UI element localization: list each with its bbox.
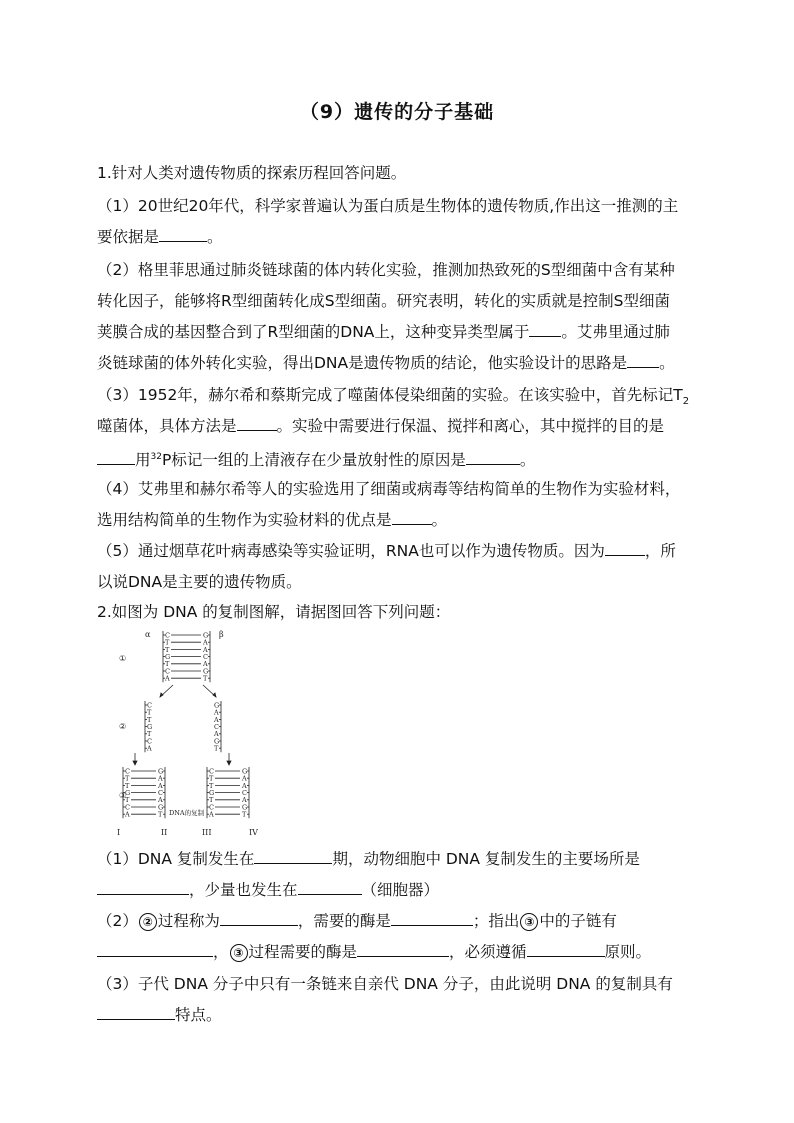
beta-label: β [219, 630, 224, 639]
answer-blank[interactable] [605, 541, 645, 556]
answer-blank[interactable] [254, 849, 332, 864]
answer-blank[interactable] [529, 322, 561, 337]
separated-right-strand-base: A [214, 715, 219, 724]
daughter-dna-2-left-base: C [209, 767, 214, 776]
daughter-dna-1-right-base: T [158, 810, 163, 819]
q2-s2-line1: （2） ② 过程称为 ，需要的酶是 ；指出 ③ 中的子链有 [97, 912, 617, 930]
q1-p3-line1: （3）1952年，赫尔希和蔡斯完成了噬菌体侵染细菌的实验。在该实验中，首先标记$T_2$ [97, 386, 690, 408]
answer-blank[interactable] [97, 450, 135, 465]
daughter-dna-2-right-base: T [242, 810, 247, 819]
dna-copy-caption: DNA的复制 [169, 809, 205, 817]
parent-dna-left-base: G [165, 653, 171, 661]
daughter-dna-1-left-base: G [125, 789, 131, 797]
parent-dna-right-base: T [203, 674, 208, 683]
daughter-dna-2-left-base: A [209, 810, 214, 819]
daughter-dna-1-left-base: T [125, 781, 130, 790]
parent-dna-right-base: A [203, 645, 208, 654]
answer-blank[interactable] [97, 942, 213, 957]
daughter-dna-2-left-base: T [209, 796, 214, 805]
step-label-1: ① [119, 654, 127, 663]
daughter-dna-1-left-base: T [125, 796, 130, 805]
arrow-left-head [160, 693, 163, 697]
step-label-3: ③ [119, 791, 127, 800]
daughter-dna-2-left-base: T [209, 774, 214, 783]
separated-right-strand-base: A [214, 730, 219, 739]
separated-left-strand-base: T [147, 730, 152, 739]
daughter-dna-2-right-base: A [242, 774, 247, 783]
daughter-dna-2-right-base: A [242, 781, 247, 790]
daughter-dna-1-left-base: A [125, 810, 130, 819]
page-title: （9）遗传的分子基础 [299, 101, 495, 123]
parent-dna-right-base: C [203, 653, 208, 661]
circled-two: ② [139, 913, 157, 931]
daughter-dna-2-right-base: G [242, 803, 248, 812]
q1-p5-line2: 以说DNA是主要的遗传物质。 [97, 573, 302, 591]
arrow-right-head [213, 693, 216, 697]
parent-dna-left-base: T [165, 638, 170, 647]
daughter-dna-2-right-base: A [242, 796, 247, 805]
daughter-dna-1-right-base: G [158, 767, 164, 776]
q1-p4-line2: 选用结构简单的生物作为实验材料的优点是 。 [97, 511, 448, 529]
roman-4: IV [249, 828, 258, 837]
q1-p5-line1: （5）通过烟草花叶病毒感染等实验证明，RNA也可以作为遗传物质。因为 ，所 [97, 542, 676, 560]
roman-2: II [161, 828, 168, 837]
q2-s3-line1: （3）子代 DNA 分子中只有一条链来自亲代 DNA 分子，由此说明 DNA 的复制具有 [97, 975, 673, 993]
q1-p2-line3: 荚膜合成的基因整合到了R型细菌的DNA上，这种变异类型属于 。艾弗里通过肺 [97, 323, 670, 341]
q1-p4-line1: （4）艾弗里和赫尔希等人的实验选用了细菌或病毒等结构简单的生物作为实验材料， [97, 480, 681, 498]
daughter-dna-2-left-base: C [209, 803, 214, 812]
separated-left-strand-base: T [147, 708, 152, 717]
arrow-down-right-head [227, 761, 231, 765]
separated-left-strand-base: G [147, 723, 153, 731]
daughter-dna-1-left-base: C [125, 767, 130, 776]
answer-blank[interactable] [97, 1005, 175, 1020]
q1-p2-line2: 转化因子，能够将R型细菌转化成S型细菌。研究表明，转化的实质就是控制S型细菌 [97, 292, 670, 310]
daughter-dna-1-left-base: T [125, 774, 130, 783]
daughter-dna-1-right-base: C [158, 789, 163, 797]
q2-intro: 2.如图为 DNA 的复制图解，请据图回答下列问题： [97, 603, 451, 621]
q1-p1-line2: 要依据是 。 [97, 228, 223, 246]
answer-blank[interactable] [298, 880, 362, 895]
separated-left-strand-base: C [147, 701, 152, 710]
answer-blank[interactable] [159, 227, 207, 242]
separated-right-strand-base: A [214, 708, 219, 717]
answer-blank[interactable] [237, 416, 277, 431]
alpha-label: α [145, 630, 151, 639]
separated-left-strand-base: A [147, 744, 152, 753]
circled-three: ③ [230, 944, 248, 962]
separated-right-strand-base: G [214, 701, 220, 710]
q1-p1-line1: （1）20世纪20年代，科学家普遍认为蛋白质是生物体的遗传物质,作出这一推测的主 [97, 197, 679, 215]
parent-dna-right-base: G [203, 631, 209, 640]
q2-s1-line1: （1）DNA 复制发生在 期，动物细胞中 DNA 复制发生的主要场所是 [97, 850, 640, 868]
daughter-dna-2-right-base: G [242, 767, 248, 776]
daughter-dna-2-left-base: T [209, 781, 214, 790]
parent-dna-left-base: T [165, 660, 170, 669]
answer-blank[interactable] [466, 450, 520, 465]
separated-right-strand-base: T [214, 744, 219, 753]
daughter-dna-1-right-base: A [158, 774, 163, 783]
parent-dna-left-base: T [165, 645, 170, 654]
parent-dna-left-base: C [165, 631, 170, 640]
roman-3: III [202, 828, 212, 837]
dna-replication-diagram [115, 625, 275, 840]
q1-p2-line1: （2）格里菲思通过肺炎链球菌的体内转化实验，推测加热致死的S型细菌中含有某种 [97, 261, 675, 279]
answer-blank[interactable] [97, 880, 189, 895]
q1-p3-line3: 用$^{32}$P标记一组的上清液存在少量放射性的原因是 。 [97, 447, 697, 470]
answer-blank[interactable] [220, 911, 298, 926]
parent-dna-right-base: A [203, 638, 208, 647]
roman-1: I [117, 828, 121, 837]
daughter-dna-1-left-base: C [125, 803, 130, 812]
q1-p2-line4: 炎链球菌的体外转化实验，得出DNA是遗传物质的结论，他实验设计的思路是 。 [97, 354, 675, 372]
parent-dna-left-base: A [165, 674, 170, 683]
parent-dna-right-base: A [203, 660, 208, 669]
answer-blank[interactable] [357, 942, 449, 957]
daughter-dna-2-right-base: C [242, 789, 247, 797]
separated-left-strand-base: C [147, 737, 152, 746]
daughter-dna-1-right-base: A [158, 796, 163, 805]
daughter-dna-2-left-base: G [209, 789, 215, 797]
parent-dna-left-base: C [165, 667, 170, 676]
separated-right-strand-base: C [214, 723, 219, 731]
daughter-dna-1-right-base: A [158, 781, 163, 790]
q2-s3-line2: 特点。 [97, 1005, 697, 1025]
step-label-2: ② [119, 722, 127, 731]
arrow-down-left-head [133, 761, 137, 765]
q2-s2-line2: ， ③ 过程需要的酶是 ，必须遵循 原则。 [97, 942, 697, 962]
circled-three: ③ [520, 913, 538, 931]
answer-blank[interactable] [527, 942, 605, 957]
separated-right-strand-base: G [214, 737, 220, 746]
answer-blank[interactable] [391, 911, 473, 926]
q2-s1-line2: ，少量也发生在 （细胞器） [97, 880, 697, 900]
answer-blank[interactable] [627, 353, 659, 368]
daughter-dna-1-right-base: G [158, 803, 164, 812]
separated-left-strand-base: T [147, 715, 152, 724]
q1-p3-line2: 噬菌体，具体方法是 。实验中需要进行保温、搅拌和离心，其中搅拌的目的是 [97, 417, 665, 435]
answer-blank[interactable] [392, 510, 432, 525]
parent-dna-right-base: G [203, 667, 209, 676]
q1-intro: 1.针对人类对遗传物质的探索历程回答问题。 [97, 164, 407, 182]
